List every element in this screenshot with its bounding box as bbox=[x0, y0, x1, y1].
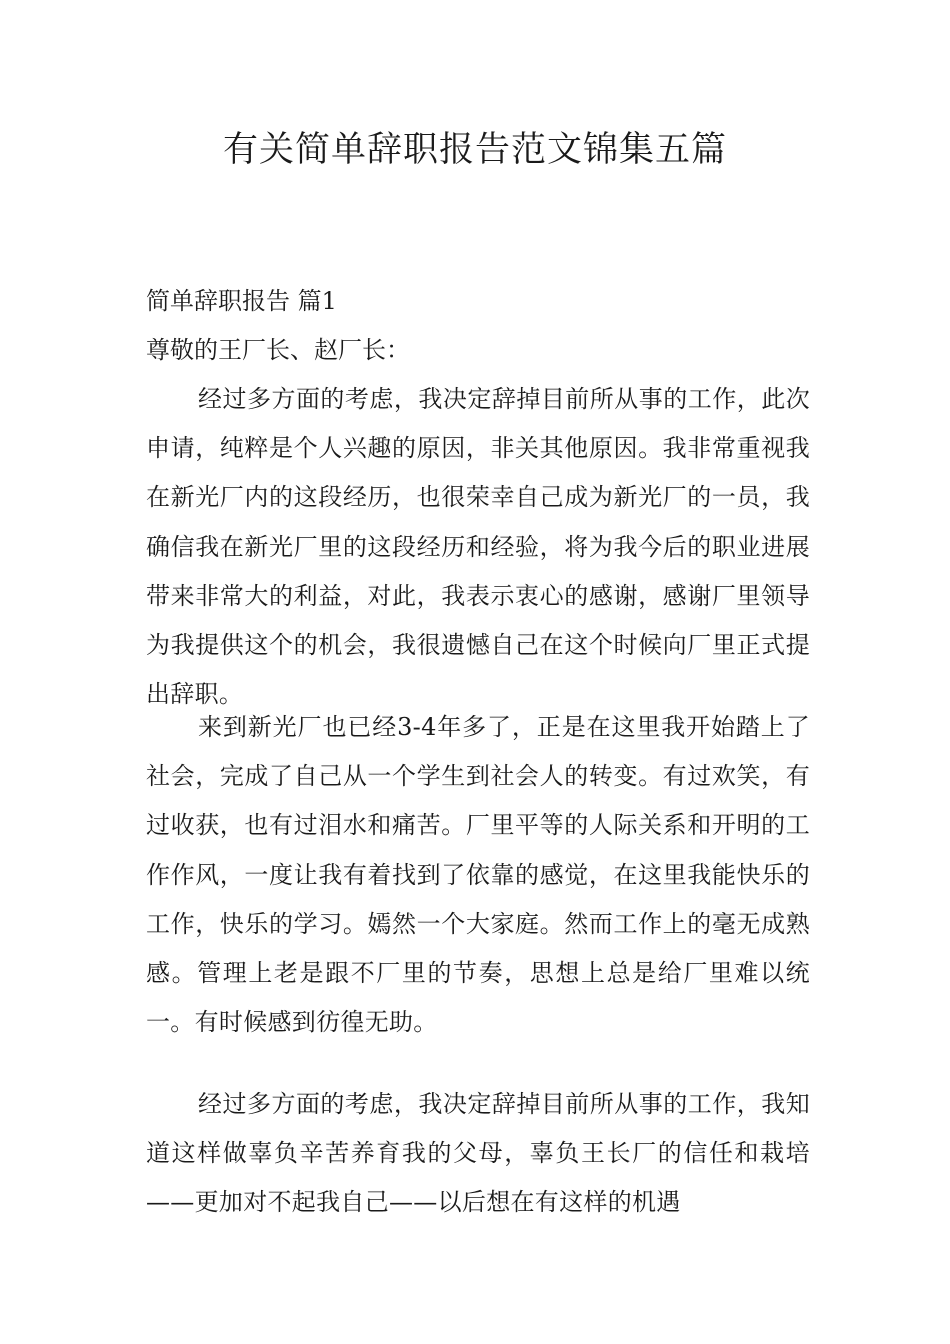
body-paragraph-1: 经过多方面的考虑，我决定辞掉目前所从事的工作，此次申请，纯粹是个人兴趣的原因，非关其他原因。我非常重视我在新光厂内的这段经历，也很荣幸自己成为新光厂的一员，我确信我在新光厂里的这段经历和经验，将为我今后的职业进展带来非常大的利益，对此，我表示衷心的感谢，感谢厂里领导为我提供这个的机会，我很遗憾自己在这个时候向厂里正式提出辞职。 bbox=[146, 385, 810, 709]
body-paragraph-2: 来到新光厂也已经3-4年多了，正是在这里我开始踏上了社会，完成了自己从一个学生到社会人的转变。有过欢笑，有过收获，也有过泪水和痛苦。厂里平等的人际关系和开明的工作作风，一度让我有着找到了依靠的感觉，在这里我能快乐的工作，快乐的学习。嫣然一个大家庭。然而工作上的毫无成熟感。管理上老是跟不厂里的节奏，思想上总是给厂里难以统一。有时候感到彷徨无助。 bbox=[146, 713, 810, 1037]
document-title: 有关简单辞职报告范文锦集五篇 bbox=[222, 130, 727, 170]
body-paragraph-3: 经过多方面的考虑，我决定辞掉目前所从事的工作，我知道这样做辜负辛苦养育我的父母，辜负王长厂的信任和栽培——更加对不起我自己——以后想在有这样的机遇 bbox=[146, 1090, 810, 1217]
section-heading: 简单辞职报告 篇1 bbox=[146, 287, 337, 315]
salutation: 尊敬的王厂长、赵厂长： bbox=[146, 336, 410, 364]
